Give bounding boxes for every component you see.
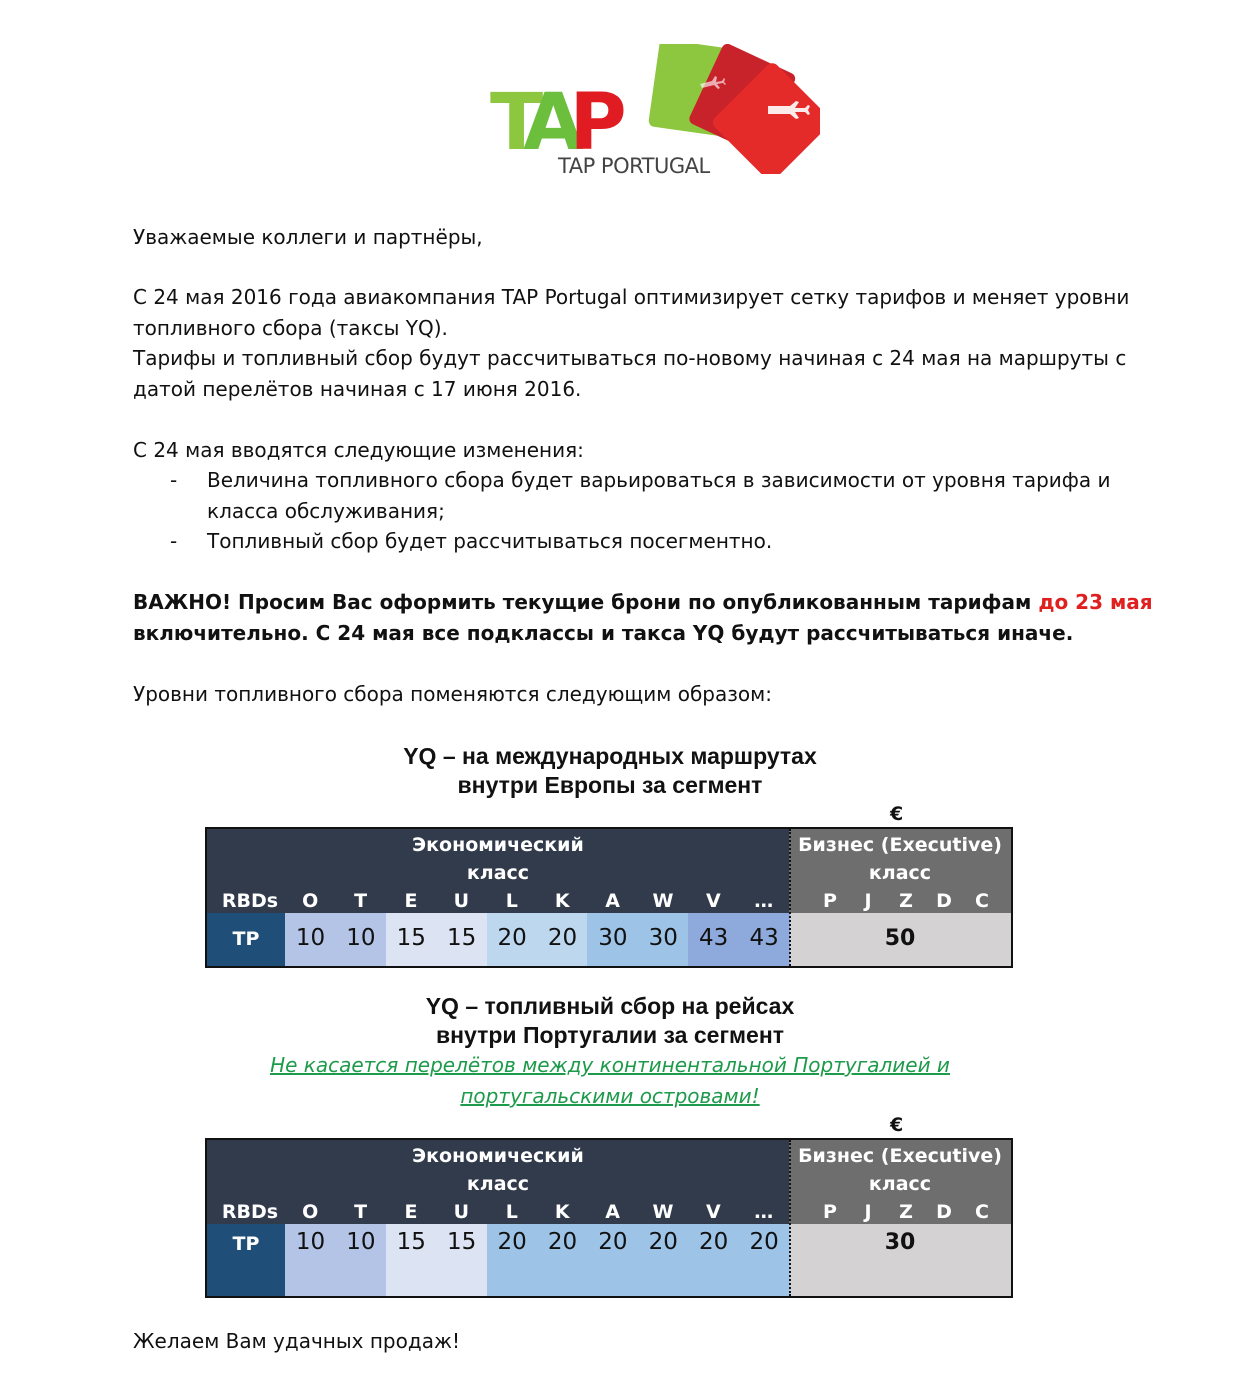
economy-header-label: Экономический класс: [412, 1145, 584, 1195]
bullet-text: Топливный сбор будет рассчитываться посегментно.: [207, 529, 773, 553]
logo-wordmark: TAP: [490, 78, 613, 168]
fuel-charge-value: 20: [699, 1229, 729, 1255]
rbd-header-cell: C: [975, 1201, 989, 1223]
fuel-charge-value: 20: [648, 1229, 678, 1255]
fuel-charge-cell: [638, 913, 689, 966]
bullet-dash: -: [170, 468, 178, 492]
rbd-header-cell: C: [975, 890, 989, 912]
rbd-header-cell: …: [754, 1201, 774, 1223]
rbd-header-cell: E: [404, 1201, 418, 1223]
paragraph-line: датой перелётов начиная с 17 июня 2016.: [133, 377, 582, 401]
economy-header-label: Экономический класс: [412, 834, 584, 884]
fuel-charge-cell: [537, 1224, 588, 1296]
table2-note-line2: португальскими островами!: [460, 1084, 760, 1108]
fuel-charge-cell: [688, 1224, 739, 1296]
rbd-header-cell: J: [864, 1201, 872, 1223]
fuel-charge-value: 15: [396, 1229, 426, 1255]
yq-europe-table: [205, 827, 1013, 968]
paragraph-line: Тарифы и топливный сбор будут рассчитываться по-новому начиная с 24 мая на маршруты с: [133, 346, 1127, 370]
rbd-header-cell: U: [453, 1201, 470, 1223]
rbd-header-cell: O: [302, 1201, 319, 1223]
closing: Желаем Вам удачных продаж!: [133, 1329, 460, 1353]
rbd-header-cell: O: [302, 890, 319, 912]
rbd-header-cell: D: [936, 890, 952, 912]
important-text: ВАЖНО! Просим Вас оформить текущие брони по опубликованным тарифам: [133, 590, 1039, 614]
rbd-header-cell: Z: [899, 890, 913, 912]
paragraph-line: топливного сбора (таксы YQ).: [133, 316, 448, 340]
table2-title-line2: внутри Португалии за сегмент: [436, 1022, 784, 1048]
fuel-charge-cell: [587, 913, 638, 966]
rbd-header-cell: A: [605, 890, 620, 912]
fuel-charge-cell: [436, 1224, 487, 1296]
important-notice: [133, 587, 1153, 618]
business-header-label: Бизнес (Executive) класс: [798, 1145, 1002, 1195]
rbd-label: RBDs: [221, 1201, 279, 1223]
rbd-header-cell: P: [823, 890, 837, 912]
fuel-charge-cell: [335, 913, 386, 966]
fuel-charge-cell: [739, 1224, 790, 1296]
rbd-header-cell: V: [706, 890, 721, 912]
fuel-charge-value: 43: [749, 925, 779, 951]
rbd-header-cell: L: [505, 890, 518, 912]
fuel-charge-cell: [638, 1224, 689, 1296]
fuel-charge-cell: [487, 913, 538, 966]
fuel-charge-value: 20: [497, 1229, 527, 1255]
rbd-header-cell: E: [404, 890, 418, 912]
fuel-charge-cell: [335, 1224, 386, 1296]
table1-title-line2: внутри Европы за сегмент: [457, 772, 763, 798]
table2-note-line1: Не касается перелётов между континентальной Португалией и: [270, 1053, 950, 1077]
rbd-header-cell: T: [354, 890, 368, 912]
fuel-charge-value: 20: [598, 1229, 628, 1255]
fuel-charge-cell: [587, 1224, 638, 1296]
fuel-charge-cell: [739, 913, 790, 966]
yq-portugal-table: [205, 1138, 1013, 1298]
fuel-charge-value: 10: [295, 925, 326, 951]
rbd-header-cell: A: [605, 1201, 620, 1223]
fuel-charge-cell: [487, 1224, 538, 1296]
fuel-charge-value: 20: [547, 1229, 578, 1255]
rbd-header-cell: P: [823, 1201, 837, 1223]
fuel-charge-value: 43: [699, 925, 729, 951]
paragraph-line: С 24 мая 2016 года авиакомпания TAP Portugal оптимизирует сетку тарифов и меняет уровни: [133, 285, 1130, 309]
fuel-charge-value: 15: [396, 925, 426, 951]
carrier-cell: TP: [207, 1224, 285, 1296]
currency-label: €: [890, 1114, 904, 1136]
rbd-header-cell: K: [554, 1201, 570, 1223]
rbd-header-cell: T: [354, 1201, 368, 1223]
important-notice-line2: включительно. С 24 мая все подклассы и такса YQ будут рассчитываться иначе.: [133, 621, 1074, 645]
carrier-cell: TP: [207, 913, 285, 966]
business-header-label: Бизнес (Executive) класс: [798, 834, 1002, 884]
bullet-text: класса обслуживания;: [207, 499, 445, 523]
fuel-charge-value: 30: [648, 925, 678, 951]
fuel-charge-cell: [386, 1224, 437, 1296]
rbd-label: RBDs: [221, 890, 279, 912]
fuel-charge-cell: [285, 913, 336, 966]
fuel-charge-value: 10: [295, 1229, 326, 1255]
levels-intro: Уровни топливного сбора поменяются следующим образом:: [133, 682, 772, 706]
fuel-charge-value: 20: [547, 925, 578, 951]
business-value-cell: 30: [789, 1224, 1011, 1296]
fuel-charge-value: 10: [346, 1229, 376, 1255]
fuel-charge-cell: [436, 913, 487, 966]
fuel-charge-value: 15: [447, 1229, 477, 1255]
table2-title-line1: YQ – топливный сбор на рейсах: [425, 993, 795, 1019]
fuel-charge-value: 30: [598, 925, 628, 951]
rbd-header-cell: K: [554, 890, 570, 912]
rbd-header-cell: Z: [899, 1201, 913, 1223]
boarding-cards-icon: [648, 44, 820, 174]
fuel-charge-cell: [386, 913, 437, 966]
changes-intro: С 24 мая вводятся следующие изменения:: [133, 438, 584, 462]
currency-label: €: [890, 803, 904, 825]
fuel-charge-cell: [537, 913, 588, 966]
rbd-header-cell: V: [706, 1201, 721, 1223]
business-value-cell: 50: [789, 913, 1011, 966]
fuel-charge-value: 20: [497, 925, 527, 951]
fuel-charge-value: 15: [447, 925, 477, 951]
rbd-header-cell: W: [652, 890, 674, 912]
rbd-header-cell: D: [936, 1201, 952, 1223]
tap-portugal-logo: [490, 44, 820, 176]
class-separator: [789, 829, 791, 966]
class-separator: [789, 1140, 791, 1296]
fuel-charge-value: 20: [749, 1229, 779, 1255]
fuel-charge-value: 10: [346, 925, 376, 951]
table1-title-line1: YQ – на международных маршрутах: [403, 743, 817, 769]
rbd-header-cell: …: [754, 890, 774, 912]
rbd-header-cell: J: [864, 890, 872, 912]
rbd-header-cell: W: [652, 1201, 674, 1223]
rbd-header-cell: L: [505, 1201, 518, 1223]
logo-subtitle: TAP PORTUGAL: [558, 154, 710, 178]
fuel-charge-cell: [285, 1224, 336, 1296]
greeting: Уважаемые коллеги и партнёры,: [133, 225, 483, 249]
bullet-text: Величина топливного сбора будет варьироваться в зависимости от уровня тарифа и: [207, 468, 1111, 492]
bullet-dash: -: [170, 529, 178, 553]
rbd-header-cell: U: [453, 890, 470, 912]
deadline-text: до 23 мая: [1038, 590, 1153, 614]
fuel-charge-cell: [688, 913, 739, 966]
